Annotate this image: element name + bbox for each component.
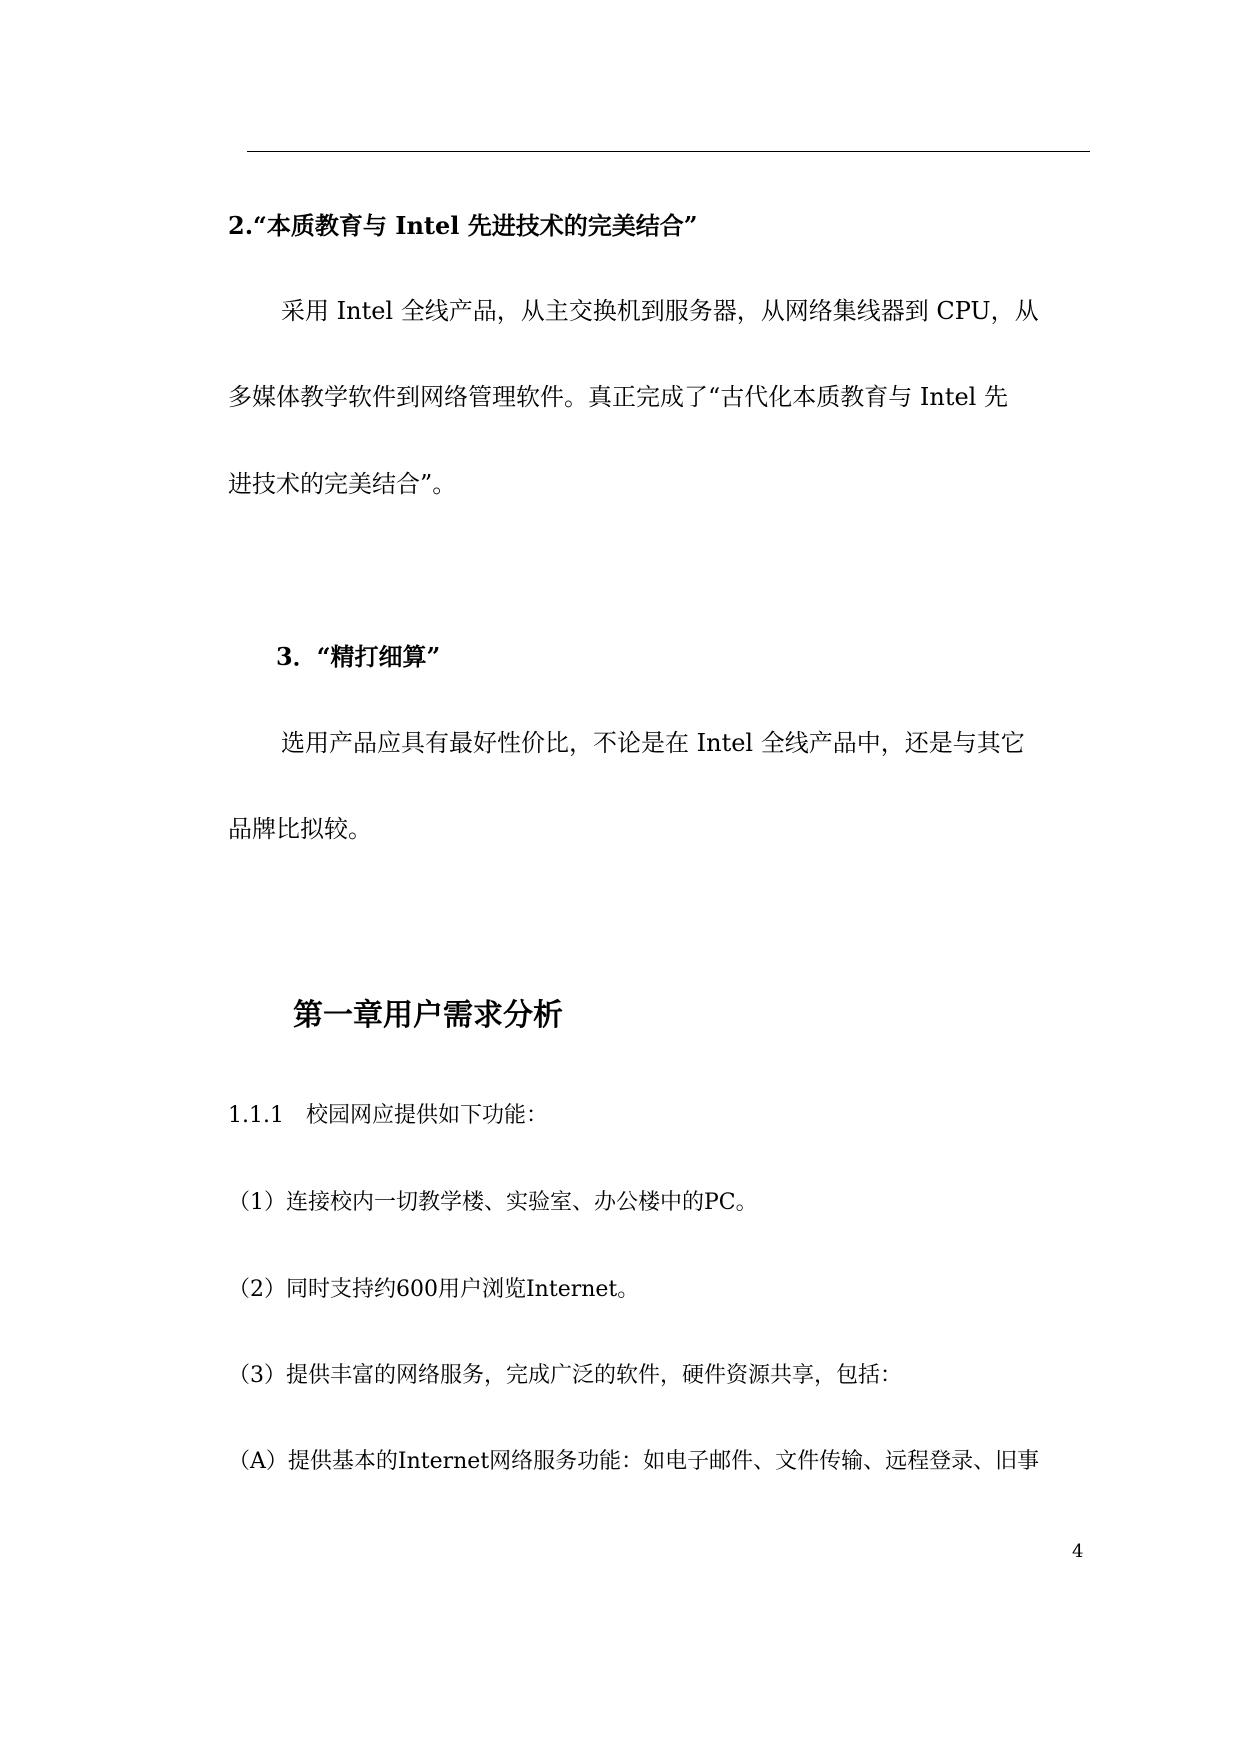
header-rule bbox=[247, 151, 1090, 152]
section-2-paragraph-line-2: 多媒体教学软件到网络管理软件。真正完成了“古代化本质教育与 Intel 先 bbox=[228, 383, 1008, 411]
section-3-heading: 3．“精打细算” bbox=[276, 642, 441, 671]
section-3-paragraph-line-2: 品牌比拟较。 bbox=[228, 815, 372, 843]
section-2-paragraph-line-3: 进技术的完美结合”。 bbox=[228, 470, 457, 498]
list-item-4: （A）提供基本的Internet网络服务功能：如电子邮件、文件传输、远程登录、旧事 bbox=[228, 1449, 1040, 1474]
list-item-3: （3）提供丰富的网络服务，完成广泛的软件，硬件资源共享，包括： bbox=[228, 1363, 902, 1388]
list-item-1: （1）连接校内一切教学楼、实验室、办公楼中的PC。 bbox=[228, 1190, 758, 1215]
section-2-paragraph-line-1: 采用 Intel 全线产品，从主交换机到服务器，从网络集线器到 CPU，从 bbox=[281, 297, 1039, 325]
subsection-heading: 1.1.1 校园网应提供如下功能： bbox=[228, 1103, 548, 1128]
section-2-heading: 2.“本质教育与 Intel 先进技术的完美结合” bbox=[228, 211, 698, 240]
list-item-2: （2）同时支持约600用户浏览Internet。 bbox=[228, 1277, 640, 1302]
section-3-paragraph-line-1: 选用产品应具有最好性价比，不论是在 Intel 全线产品中，还是与其它 bbox=[281, 729, 1025, 757]
chapter-title: 第一章用户需求分析 bbox=[293, 998, 563, 1033]
page-number: 4 bbox=[1072, 1541, 1084, 1562]
